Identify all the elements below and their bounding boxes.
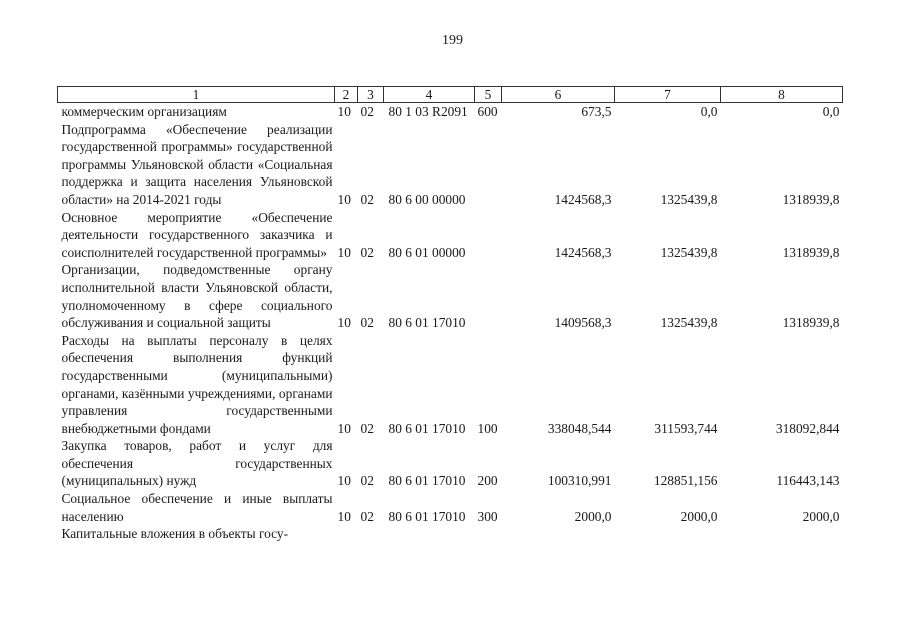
header-col-7: 7 (615, 87, 721, 103)
row-name: Капитальные вложения в объекты госу- (61, 526, 289, 542)
table-row (58, 103, 843, 121)
row-name: Социальное обеспечение и иные выплаты населению (61, 491, 333, 524)
row-pr (358, 525, 384, 543)
header-col-5: 5 (475, 87, 502, 103)
row-value-7: 2000,0 (680, 508, 718, 524)
row-vr: 100 (477, 420, 498, 436)
row-rz: 10 (337, 104, 351, 119)
row-csr: 80 6 01 17010 (388, 315, 466, 331)
row-name: Основное мероприятие «Обеспечение деятельности государственного заказчика и соисполнителей государственной программы» (61, 209, 333, 260)
row-value-6: 1409568,3 (554, 315, 612, 331)
row-name: Организации, подведомственные органу исполнительной власти Ульяновской области, уполномоченному в сфере социального обслуживания и социальной защиты (61, 262, 333, 331)
row-vr: 300 (477, 508, 498, 524)
header-col-2: 2 (335, 87, 358, 103)
row-pr: 02 (360, 104, 374, 119)
row-name: Подпрограмма «Обеспечение реализации государственной программы» государственной программы Ульяновской области «Социальная поддержка и защита населения Ульяновской области» на 2014-2021 годы (61, 121, 333, 207)
row-csr (384, 525, 475, 543)
row-vr (475, 525, 502, 543)
row-value-7: 1325439,8 (660, 244, 718, 260)
row-rz: 10 (337, 244, 351, 260)
row-rz: 10 (337, 473, 351, 489)
row-csr: 80 6 01 17010 (388, 473, 466, 489)
row-pr: 02 (360, 420, 374, 436)
row-value-8 (721, 525, 843, 543)
header-col-6: 6 (502, 87, 615, 103)
row-csr: 80 6 01 17010 (388, 420, 466, 436)
row-pr: 02 (360, 473, 374, 489)
header-col-1: 1 (58, 87, 335, 103)
row-value-7 (615, 525, 721, 543)
row-vr: 600 (477, 104, 498, 119)
table-row (58, 525, 843, 543)
row-csr: 80 6 00 00000 (388, 191, 466, 207)
row-value-8: 1318939,8 (782, 315, 840, 331)
row-name: Расходы на выплаты персоналу в целях обеспечения выполнения функций государственными (муниципальными) органами, казёнными учреждениями, органами управления государственными внебюджетными фондами (61, 332, 333, 436)
row-value-7: 311593,744 (654, 420, 718, 436)
row-name: коммерческим организациям (61, 104, 227, 119)
row-pr: 02 (360, 508, 374, 524)
row-value-8: 1318939,8 (782, 244, 840, 260)
row-pr: 02 (360, 191, 374, 207)
header-col-8: 8 (721, 87, 843, 103)
budget-table (57, 86, 843, 543)
row-value-6: 1424568,3 (554, 244, 612, 260)
row-value-8: 116443,143 (776, 473, 840, 489)
row-value-6: 1424568,3 (554, 191, 612, 207)
row-value-7: 0,0 (700, 104, 718, 119)
row-value-8: 0,0 (822, 104, 840, 119)
row-rz: 10 (337, 191, 351, 207)
row-value-6: 673,5 (581, 104, 612, 119)
row-value-8: 318092,844 (775, 420, 840, 436)
table-row (58, 490, 843, 525)
row-vr (475, 121, 502, 209)
row-rz: 10 (337, 315, 351, 331)
row-value-6: 338048,544 (547, 420, 612, 436)
row-value-8: 1318939,8 (782, 191, 840, 207)
row-name: Закупка товаров, работ и услуг для обеспечения государственных (муниципальных) нужд (61, 438, 333, 489)
header-col-3: 3 (358, 87, 384, 103)
table-row (58, 437, 843, 490)
row-csr: 80 6 01 00000 (388, 244, 466, 260)
table-row (58, 209, 843, 262)
row-rz: 10 (337, 420, 351, 436)
row-rz: 10 (337, 508, 351, 524)
header-row (58, 87, 843, 103)
page-number: 199 (442, 33, 463, 48)
row-pr: 02 (360, 315, 374, 331)
row-value-6: 100310,991 (547, 473, 612, 489)
row-value-7: 1325439,8 (660, 315, 718, 331)
row-value-6: 2000,0 (574, 508, 612, 524)
row-csr: 80 1 03 R2091 (388, 104, 468, 119)
table-row (58, 121, 843, 209)
row-rz (335, 525, 358, 543)
row-vr (475, 209, 502, 262)
table-row (58, 261, 843, 331)
row-pr: 02 (360, 244, 374, 260)
row-value-7: 128851,156 (653, 473, 718, 489)
row-value-8: 2000,0 (802, 508, 840, 524)
table-row (58, 332, 843, 438)
row-vr: 200 (477, 473, 498, 489)
row-vr (475, 261, 502, 331)
row-csr: 80 6 01 17010 (388, 508, 466, 524)
row-value-6 (502, 525, 615, 543)
row-value-7: 1325439,8 (660, 191, 718, 207)
header-col-4: 4 (384, 87, 475, 103)
